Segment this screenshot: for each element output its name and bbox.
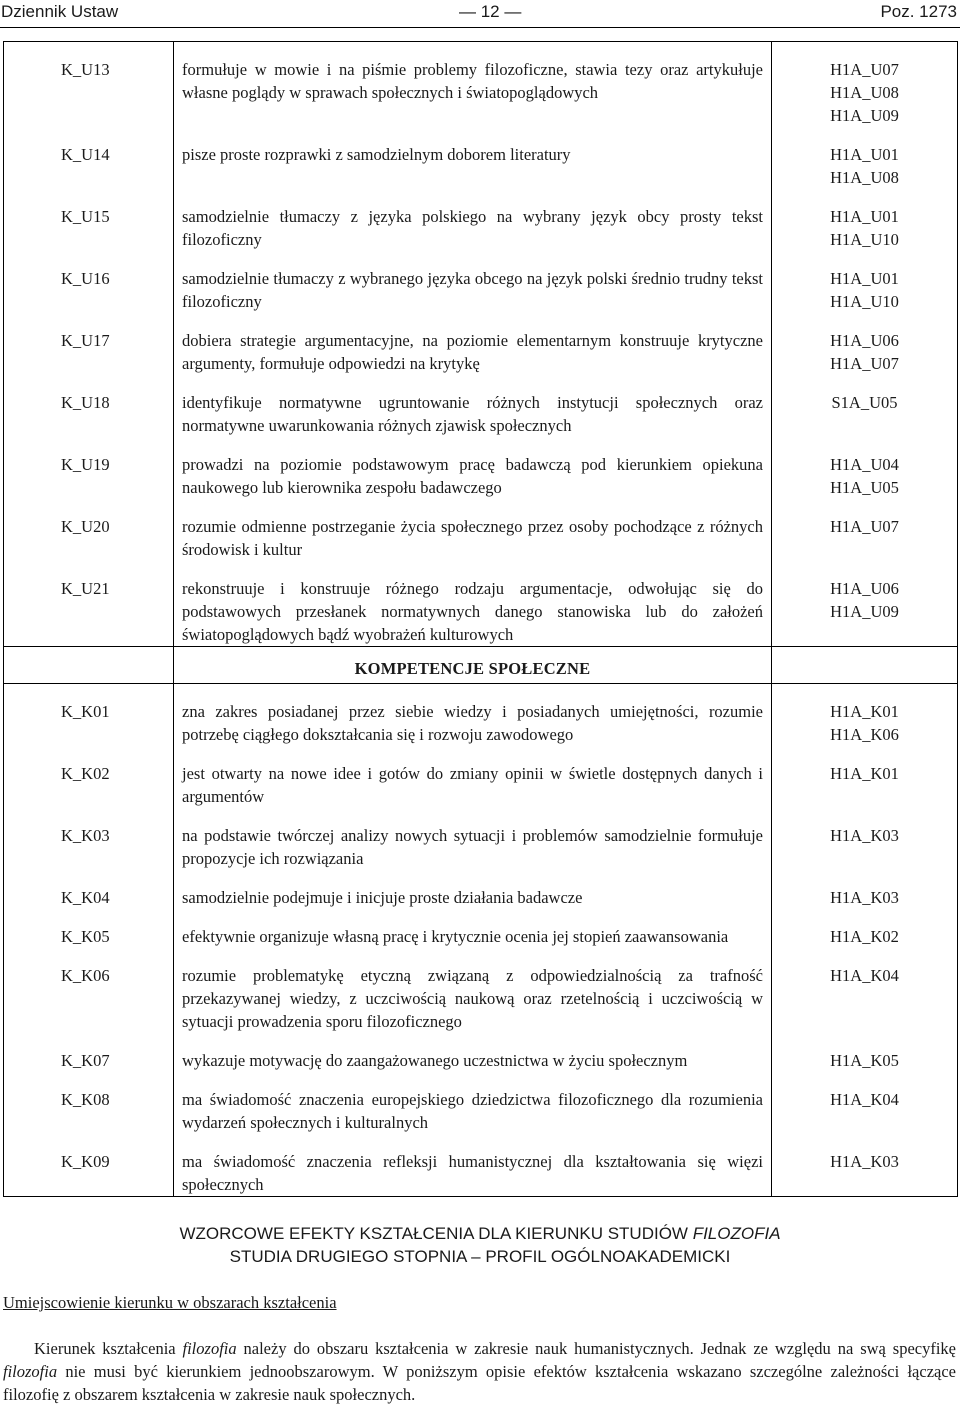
outcome-references [772, 313, 958, 375]
reference-code: H1A_K03 [830, 1152, 899, 1171]
outcome-code: K_U16 [4, 251, 174, 313]
outcome-references [772, 808, 958, 870]
outcome-row [4, 127, 958, 189]
outcome-references [772, 251, 958, 313]
outcome-row [4, 808, 958, 870]
outcome-row [4, 375, 958, 437]
outcome-references [772, 746, 958, 808]
reference-code: H1A_U09 [830, 602, 899, 621]
outcome-references [772, 1134, 958, 1197]
outcome-description: formułuje w mowie i na piśmie problemy filozoficzne, stawia tezy oraz artykułuje własne poglądy w sprawach społecznych i światopoglądowych [174, 42, 772, 128]
reference-code: H1A_U04 [830, 455, 899, 474]
outcome-description: na podstawie twórczej analizy nowych sytuacji i problemów samodzielnie formułuje propozycje ich rozwiązania [174, 808, 772, 870]
reference-code: H1A_U05 [830, 478, 899, 497]
outcome-description: rekonstruuje i konstruuje różnego rodzaju argumentacje, odwołując się do podstawowych przesłanek normatywnych danego stanowiska lub do założeń światopoglądowych bądź wyobrażeń kulturowych [174, 561, 772, 647]
outcome-code: K_U13 [4, 42, 174, 128]
outcome-code: K_U14 [4, 127, 174, 189]
outcome-code: K_U20 [4, 499, 174, 561]
programme-caption-line2: STUDIA DRUGIEGO STOPNIA – PROFIL OGÓLNOAKADEMICKI [229, 1247, 731, 1266]
reference-code: H1A_U09 [830, 106, 899, 125]
outcome-references [772, 437, 958, 499]
outcome-row [4, 1072, 958, 1134]
outcome-description: efektywnie organizuje własną pracę i krytycznie ocenia jej stopień zaawansowania [174, 909, 772, 948]
outcome-row [4, 437, 958, 499]
outcome-row [4, 1134, 958, 1197]
reference-code: H1A_U07 [830, 354, 899, 373]
outcome-description: samodzielnie tłumaczy z wybranego języka obcego na język polski średnio trudny tekst filozoficzny [174, 251, 772, 313]
outcome-description: prowadzi na poziomie podstawowym pracę badawczą pod kierunkiem opiekuna naukowego lub kierownika zespołu badawczego [174, 437, 772, 499]
section-heading-spacer-left [4, 647, 174, 684]
reference-code: H1A_U07 [830, 60, 899, 79]
outcome-code: K_K06 [4, 948, 174, 1033]
outcome-row [4, 251, 958, 313]
outcome-row [4, 313, 958, 375]
outcome-row [4, 909, 958, 948]
outcome-description: ma świadomość znaczenia europejskiego dziedzictwa filozoficznego dla rozumienia wydarzeń społecznych i kulturalnych [174, 1072, 772, 1134]
outcome-references [772, 561, 958, 647]
outcome-description: rozumie problematykę etyczną związaną z odpowiedzialnością za trafność przekazywanej wiedzy, z uczciwością naukową oraz rzetelnością i uczciwością w sytuacji prowadzenia sporu filozoficznego [174, 948, 772, 1033]
outcome-references [772, 127, 958, 189]
outcome-description: zna zakres posiadanej przez siebie wiedzy i posiadanych umiejętności, rozumie potrzebę ciągłego dokształcania się i rozwoju zawodowego [174, 684, 772, 747]
running-header [0, 0, 960, 30]
outcome-code: K_K04 [4, 870, 174, 909]
outcome-code: K_K07 [4, 1033, 174, 1072]
outcome-code: K_U18 [4, 375, 174, 437]
reference-code: H1A_U01 [830, 207, 899, 226]
outcome-row [4, 684, 958, 747]
outcome-code: K_K05 [4, 909, 174, 948]
outcome-row [4, 1033, 958, 1072]
reference-code: H1A_K05 [830, 1051, 899, 1070]
outcome-code: K_K02 [4, 746, 174, 808]
outcome-code: K_U21 [4, 561, 174, 647]
outcome-row [4, 189, 958, 251]
outcome-references [772, 375, 958, 437]
outcome-row [4, 499, 958, 561]
outcome-description: rozumie odmienne postrzeganie życia społecznego przez osoby pochodzące z różnych środowisk i kultur [174, 499, 772, 561]
competences-section [4, 684, 958, 1197]
reference-code: H1A_U01 [830, 269, 899, 288]
outcome-row [4, 870, 958, 909]
section-heading: KOMPETENCJE SPOŁECZNE [174, 647, 772, 684]
competences-heading-section [4, 647, 958, 684]
reference-code: H1A_U10 [830, 292, 899, 311]
location-paragraph: Kierunek kształcenia filozofia należy do obszaru kształcenia w zakresie nauk humanistycznych. Jednak ze względu na swą specyfikę filozofia nie musi być kierunkiem jednoobszarowym. W poniższym opisie efektów kształcenia wskazano szczególne zależności łączące filozofię z obszarem kształcenia w zakresie nauk społecznych. [3, 1339, 956, 1404]
reference-code: H1A_U01 [830, 145, 899, 164]
outcome-description: dobiera strategie argumentacyjne, na poziomie elementarnym konstruuje krytyczne argumenty, formułuje odpowiedzi na krytykę [174, 313, 772, 375]
page-number: — 12 — [459, 2, 522, 21]
outcome-code: K_K08 [4, 1072, 174, 1134]
reference-code: H1A_U08 [830, 83, 899, 102]
outcome-description: wykazuje motywację do zaangażowanego uczestnictwa w życiu społecznym [174, 1033, 772, 1072]
outcome-references [772, 189, 958, 251]
reference-code: H1A_U10 [830, 230, 899, 249]
outcome-code: K_K03 [4, 808, 174, 870]
outcome-references [772, 870, 958, 909]
outcome-description: jest otwarty na nowe idee i gotów do zmiany opinii w świetle dostępnych danych i argumentów [174, 746, 772, 808]
skills-section [4, 42, 958, 647]
outcome-references [772, 1072, 958, 1134]
section-heading-row [4, 647, 958, 684]
outcome-description: pisze proste rozprawki z samodzielnym doborem literatury [174, 127, 772, 189]
section-heading-spacer-right [772, 647, 958, 684]
outcome-row [4, 746, 958, 808]
outcome-description: identyfikuje normatywne ugruntowanie różnych instytucji społecznych oraz normatywne uwarunkowania różnych zjawisk społecznych [174, 375, 772, 437]
outcome-row [4, 42, 958, 128]
outcome-description: ma świadomość znaczenia refleksji humanistycznej dla kształtowania się więzi społecznych [174, 1134, 772, 1197]
reference-code: H1A_K01 [830, 702, 899, 721]
outcome-code: K_U15 [4, 189, 174, 251]
outcome-references [772, 948, 958, 1033]
reference-code: H1A_K01 [830, 764, 899, 783]
reference-code: H1A_K03 [830, 826, 899, 845]
journal-title: Dziennik Ustaw [1, 2, 119, 21]
outcome-description: samodzielnie podejmuje i inicjuje proste działania badawcze [174, 870, 772, 909]
outcome-references [772, 42, 958, 128]
reference-code: H1A_U07 [830, 517, 899, 536]
outcome-references [772, 1033, 958, 1072]
outcome-code: K_K09 [4, 1134, 174, 1197]
reference-code: H1A_K03 [830, 888, 899, 907]
outcome-code: K_K01 [4, 684, 174, 747]
outcome-row [4, 561, 958, 647]
programme-caption-line1: WZORCOWE EFEKTY KSZTAŁCENIA DLA KIERUNKU STUDIÓW FILOZOFIA [179, 1224, 781, 1243]
reference-code: H1A_K02 [830, 927, 899, 946]
reference-code: H1A_U06 [830, 331, 899, 350]
outcome-references [772, 499, 958, 561]
outcome-references [772, 684, 958, 747]
outcome-row [4, 948, 958, 1033]
header-rule [0, 27, 960, 28]
outcome-references [772, 909, 958, 948]
reference-code: H1A_K06 [830, 725, 899, 744]
learning-outcomes-table [3, 41, 958, 1197]
field-name-italic: FILOZOFIA [692, 1224, 781, 1243]
outcome-description: samodzielnie tłumaczy z języka polskiego na wybrany język obcy prosty tekst filozoficzny [174, 189, 772, 251]
reference-code: H1A_U08 [830, 168, 899, 187]
outcome-code: K_U17 [4, 313, 174, 375]
position-number: Poz. 1273 [880, 2, 957, 21]
location-heading: Umiejscowienie kierunku w obszarach kształcenia [3, 1293, 337, 1312]
reference-code: S1A_U05 [831, 393, 898, 412]
reference-code: H1A_K04 [830, 966, 899, 985]
outcome-code: K_U19 [4, 437, 174, 499]
reference-code: H1A_U06 [830, 579, 899, 598]
reference-code: H1A_K04 [830, 1090, 899, 1109]
